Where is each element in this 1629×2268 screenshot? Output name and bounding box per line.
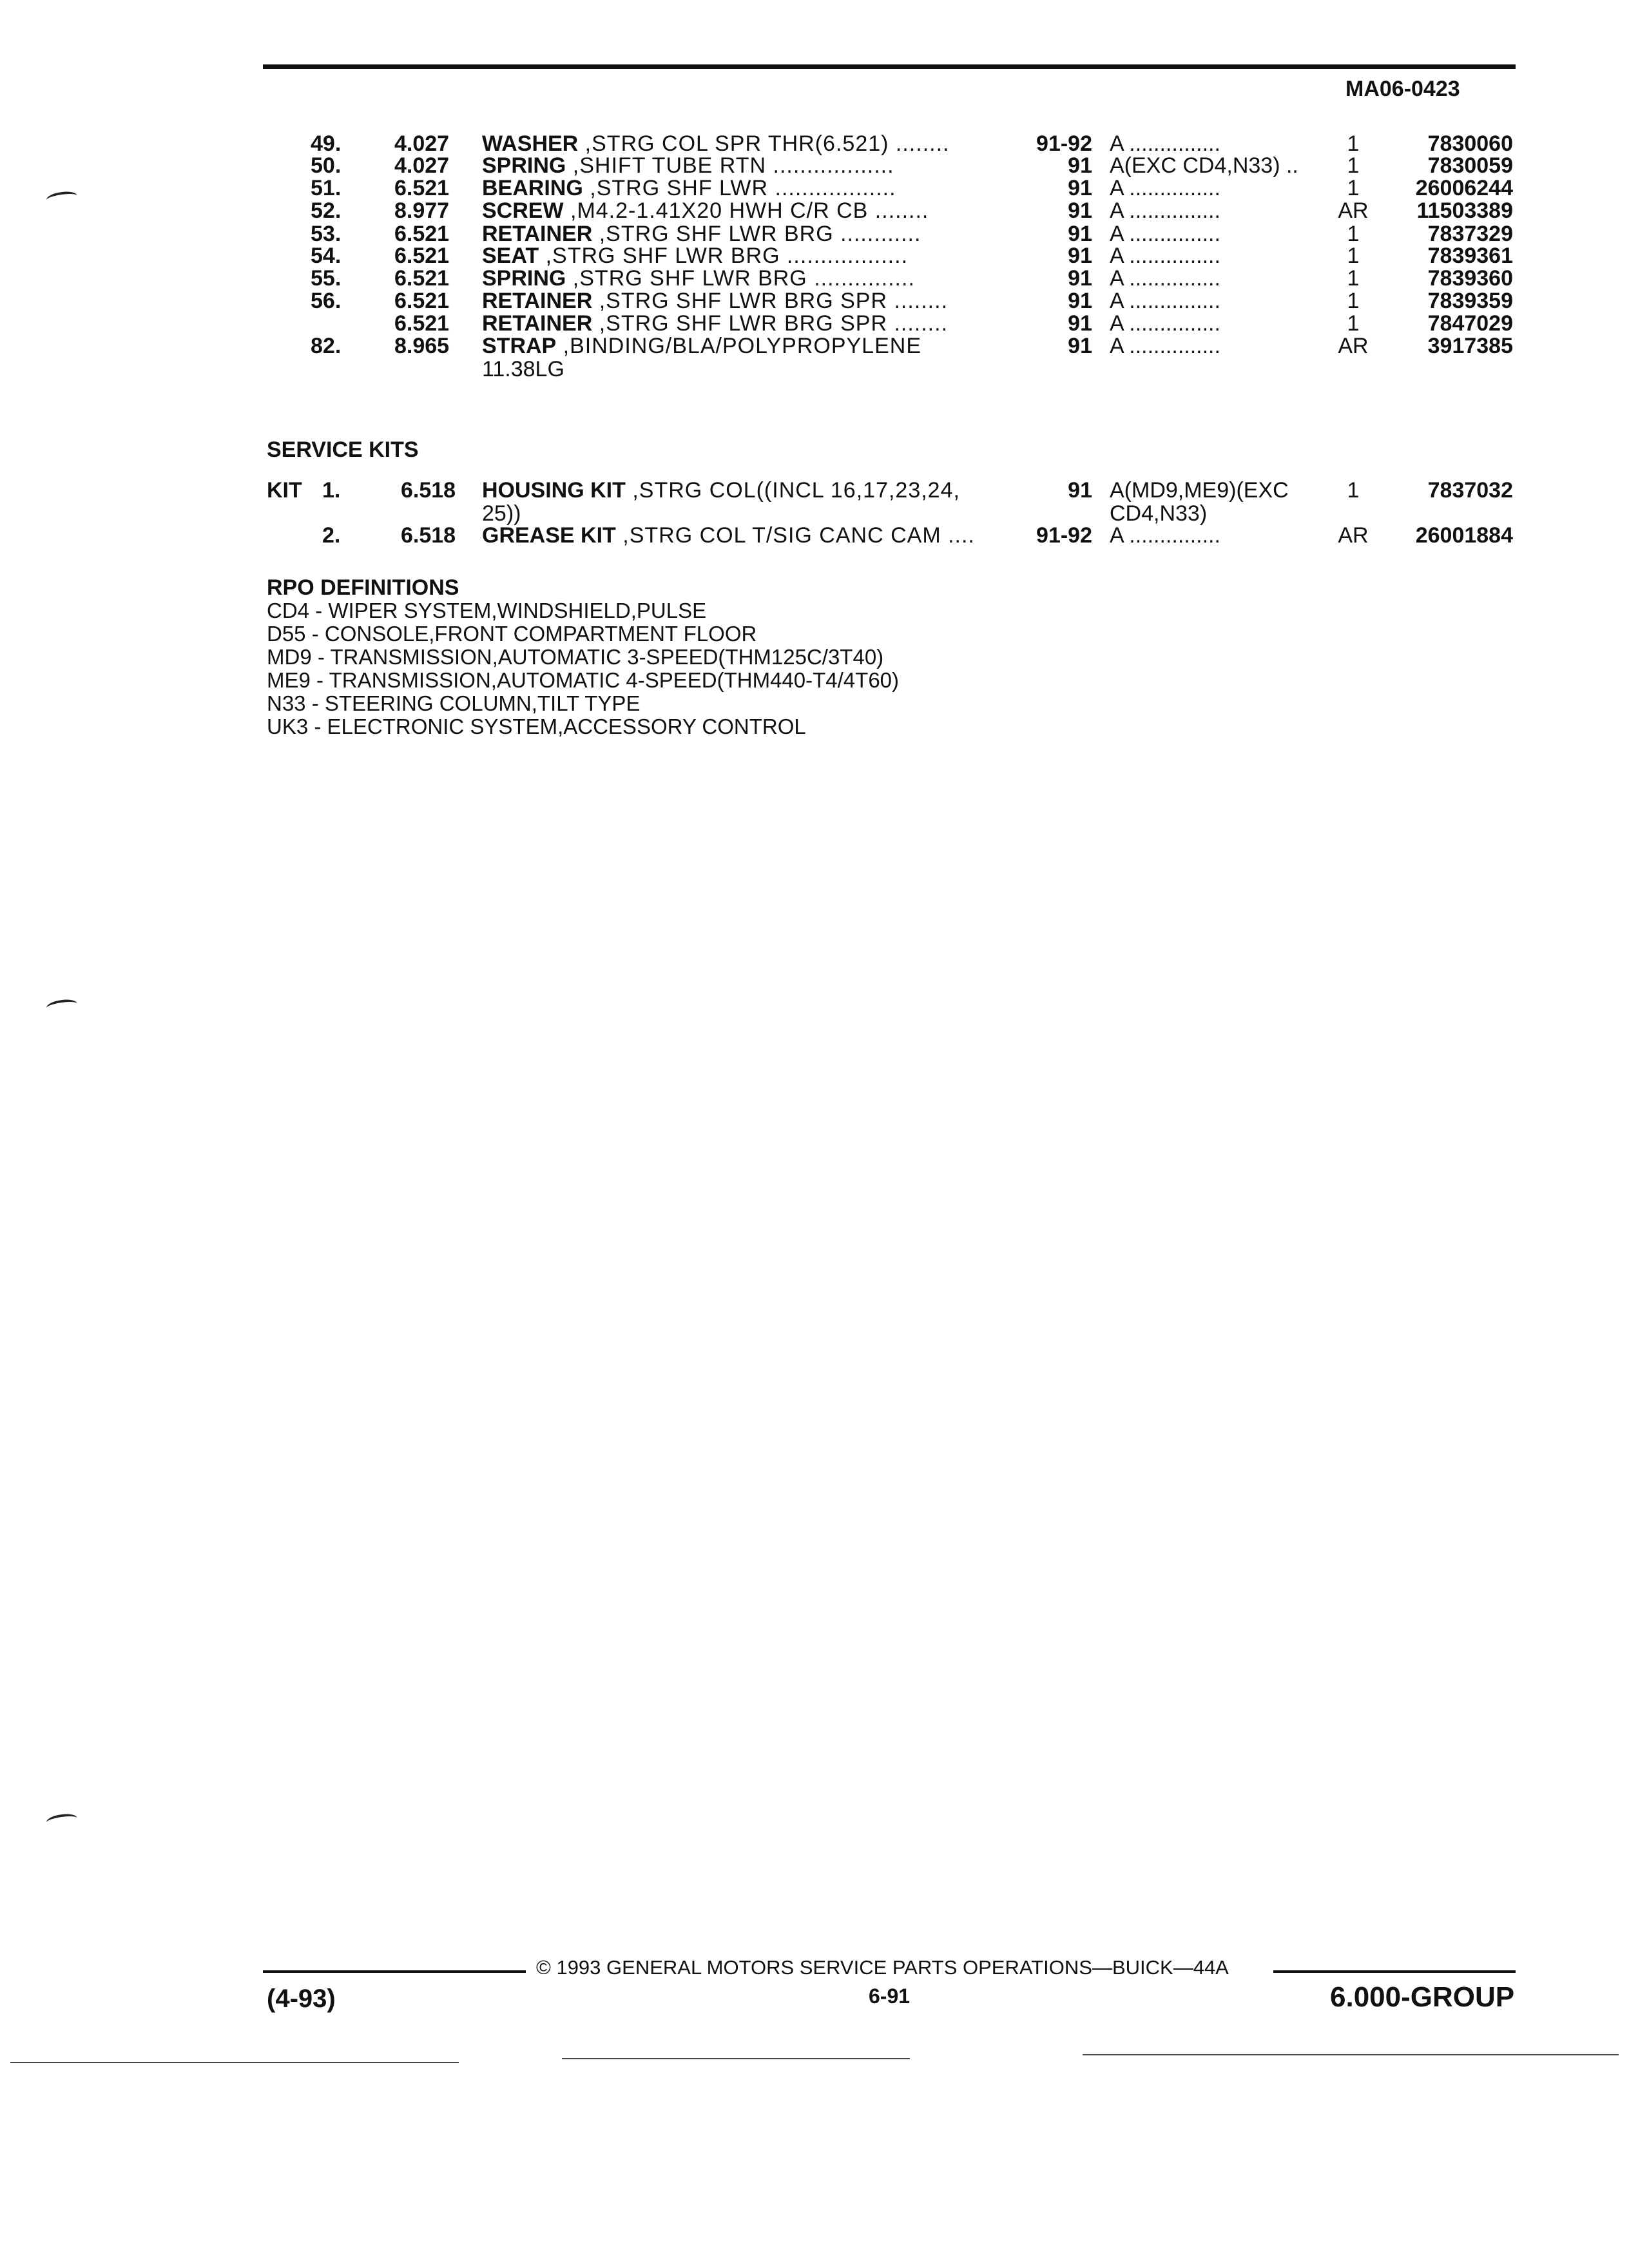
service-kits-heading: SERVICE KITS <box>267 437 419 462</box>
kit-usage-option: A(MD9,ME9)(EXC <box>1110 478 1289 503</box>
part-detail: ,STRG SHF LWR .................. <box>583 176 896 200</box>
part-name: SPRING <box>482 153 566 178</box>
item-number: 53. <box>311 222 342 246</box>
part-number: 7837329 <box>1427 222 1513 246</box>
model-year: 91 <box>1068 289 1092 313</box>
part-name: RETAINER <box>482 311 593 336</box>
bottom-scan-line-left <box>10 2062 459 2063</box>
kit-prefix: KIT <box>267 478 302 503</box>
parts-row <box>0 198 1629 222</box>
quantity: 1 <box>1347 153 1360 178</box>
quantity: 1 <box>1347 176 1360 200</box>
group-number: 6.521 <box>394 244 450 268</box>
footer-rule-right <box>1273 1970 1516 1973</box>
footer-page-number: 6-91 <box>869 1984 911 2008</box>
quantity: AR <box>1338 334 1369 358</box>
item-number: 55. <box>311 266 342 291</box>
kit-usage-option: A ............... <box>1110 523 1220 548</box>
usage-option: A ............... <box>1110 176 1220 200</box>
part-description <box>482 244 1010 269</box>
part-detail: ,STRG SHF LWR BRG .................. <box>539 244 909 268</box>
parts-row <box>0 222 1629 245</box>
quantity: 1 <box>1347 289 1360 313</box>
parts-row <box>0 266 1629 289</box>
footer-rule-left <box>263 1970 526 1973</box>
kit-part-number: 26001884 <box>1415 523 1513 548</box>
parts-row <box>0 311 1629 334</box>
part-description <box>482 198 1010 224</box>
part-detail: ,STRG SHF LWR BRG SPR ........ <box>592 289 949 313</box>
group-number: 6.521 <box>394 222 450 246</box>
kit-part-number: 7837032 <box>1427 478 1513 503</box>
usage-option: A ............... <box>1110 266 1220 291</box>
kit-description <box>482 478 1010 503</box>
parts-row <box>0 334 1629 357</box>
part-number: 26006244 <box>1415 176 1513 200</box>
part-detail: ,BINDING/BLA/POLYPROPYLENE <box>556 334 922 358</box>
item-number: 52. <box>311 198 342 223</box>
binder-mark-bottom <box>46 1812 78 1829</box>
top-rule <box>263 64 1516 69</box>
quantity: 1 <box>1347 131 1360 156</box>
part-detail: ,STRG SHF LWR BRG ............... <box>566 266 915 291</box>
model-year: 91 <box>1068 266 1092 291</box>
group-number: 6.521 <box>394 176 450 200</box>
parts-row <box>0 244 1629 267</box>
kit-detail-continued: 25)) <box>482 501 521 526</box>
footer-date: (4-93) <box>267 1984 336 2013</box>
part-detail: ,STRG SHF LWR BRG SPR ........ <box>592 311 949 336</box>
kit-row-continued <box>0 501 1629 524</box>
part-description <box>482 334 1010 359</box>
kit-model-year: 91 <box>1068 478 1092 503</box>
model-year: 91 <box>1068 176 1092 200</box>
model-year: 91 <box>1068 244 1092 268</box>
part-detail: ,M4.2-1.41X20 HWH C/R CB ........ <box>563 198 929 223</box>
kit-model-year: 91-92 <box>1036 523 1092 548</box>
part-description <box>482 176 1010 201</box>
kit-detail: ,STRG COL T/SIG CANC CAM .... <box>615 523 975 548</box>
group-number: 6.521 <box>394 289 450 313</box>
part-name: SPRING <box>482 266 566 291</box>
item-number: 50. <box>311 153 342 178</box>
rpo-definition-line: N33 - STEERING COLUMN,TILT TYPE <box>267 691 641 715</box>
part-name: STRAP <box>482 334 557 358</box>
kit-detail: ,STRG COL((INCL 16,17,23,24, <box>625 478 960 503</box>
part-name: SCREW <box>482 198 564 223</box>
usage-option: A ............... <box>1110 289 1220 313</box>
kit-quantity: AR <box>1338 523 1369 548</box>
part-number: 7839361 <box>1427 244 1513 268</box>
usage-option: A(EXC CD4,N33) .. <box>1110 153 1298 178</box>
group-number: 8.965 <box>394 334 450 358</box>
kit-name: HOUSING KIT <box>482 478 626 503</box>
kit-group-number: 6.518 <box>401 478 456 503</box>
group-number: 4.027 <box>394 153 450 178</box>
footer-copyright: © 1993 GENERAL MOTORS SERVICE PARTS OPERATIONS—BUICK—44A <box>536 1956 1229 1979</box>
model-year: 91 <box>1068 311 1092 336</box>
group-number: 6.521 <box>394 266 450 291</box>
kit-number: 1. <box>322 478 341 503</box>
part-number: 7847029 <box>1427 311 1513 336</box>
parts-row <box>0 153 1629 177</box>
rpo-definition-line: D55 - CONSOLE,FRONT COMPARTMENT FLOOR <box>267 622 757 646</box>
usage-option: A ............... <box>1110 311 1220 336</box>
group-number: 4.027 <box>394 131 450 156</box>
rpo-heading: RPO DEFINITIONS <box>267 575 459 600</box>
part-name: RETAINER <box>482 289 593 313</box>
quantity: AR <box>1338 198 1369 223</box>
parts-row-continued <box>0 357 1629 380</box>
kit-row <box>0 478 1629 501</box>
bottom-scan-line-right <box>1083 2054 1619 2055</box>
item-number: 54. <box>311 244 342 268</box>
part-name: RETAINER <box>482 222 593 246</box>
model-year: 91 <box>1068 334 1092 358</box>
part-detail: ,STRG COL SPR THR(6.521) ........ <box>578 131 950 156</box>
kit-name: GREASE KIT <box>482 523 616 548</box>
part-description <box>482 153 1010 178</box>
group-number: 6.521 <box>394 311 450 336</box>
item-number: 56. <box>311 289 342 313</box>
usage-option: A ............... <box>1110 222 1220 246</box>
item-number: 82. <box>311 334 342 358</box>
footer-group: 6.000-GROUP <box>1330 1981 1515 2013</box>
page-code: MA06-0423 <box>1345 77 1460 101</box>
model-year: 91 <box>1068 153 1092 178</box>
part-detail-continued: 11.38LG <box>482 357 564 381</box>
quantity: 1 <box>1347 222 1360 246</box>
part-number: 7830059 <box>1427 153 1513 178</box>
parts-row <box>0 131 1629 155</box>
parts-row <box>0 176 1629 199</box>
part-description <box>482 311 1010 336</box>
kit-row <box>0 523 1629 546</box>
binder-mark-middle <box>46 998 78 1014</box>
usage-option: A ............... <box>1110 244 1220 268</box>
part-name: WASHER <box>482 131 579 156</box>
kit-option-continued: CD4,N33) <box>1110 501 1208 526</box>
part-number: 3917385 <box>1427 334 1513 358</box>
model-year: 91-92 <box>1036 131 1092 156</box>
model-year: 91 <box>1068 222 1092 246</box>
part-name: SEAT <box>482 244 539 268</box>
usage-option: A ............... <box>1110 334 1220 358</box>
quantity: 1 <box>1347 311 1360 336</box>
usage-option: A ............... <box>1110 198 1220 223</box>
rpo-definition-line: MD9 - TRANSMISSION,AUTOMATIC 3-SPEED(THM125C/3T40) <box>267 645 884 669</box>
group-number: 8.977 <box>394 198 450 223</box>
part-name: BEARING <box>482 176 583 200</box>
rpo-definition-line: ME9 - TRANSMISSION,AUTOMATIC 4-SPEED(THM440-T4/4T60) <box>267 668 900 692</box>
part-number: 7830060 <box>1427 131 1513 156</box>
bottom-scan-line-middle <box>562 2058 910 2059</box>
part-number: 11503389 <box>1416 198 1513 223</box>
quantity: 1 <box>1347 266 1360 291</box>
part-detail: ,STRG SHF LWR BRG ............ <box>592 222 921 246</box>
part-description <box>482 266 1010 291</box>
rpo-definition-line: UK3 - ELECTRONIC SYSTEM,ACCESSORY CONTROL <box>267 715 806 738</box>
part-detail: ,SHIFT TUBE RTN .................. <box>566 153 894 178</box>
kit-group-number: 6.518 <box>401 523 456 548</box>
item-number: 51. <box>311 176 342 200</box>
rpo-definition-line: CD4 - WIPER SYSTEM,WINDSHIELD,PULSE <box>267 599 707 622</box>
item-number: 49. <box>311 131 342 156</box>
part-number: 7839359 <box>1427 289 1513 313</box>
kit-quantity: 1 <box>1347 478 1360 503</box>
kit-description <box>482 523 1010 548</box>
part-number: 7839360 <box>1427 266 1513 291</box>
part-description <box>482 289 1010 314</box>
usage-option: A ............... <box>1110 131 1220 156</box>
model-year: 91 <box>1068 198 1092 223</box>
parts-row <box>0 289 1629 312</box>
quantity: 1 <box>1347 244 1360 268</box>
kit-number: 2. <box>322 523 341 548</box>
